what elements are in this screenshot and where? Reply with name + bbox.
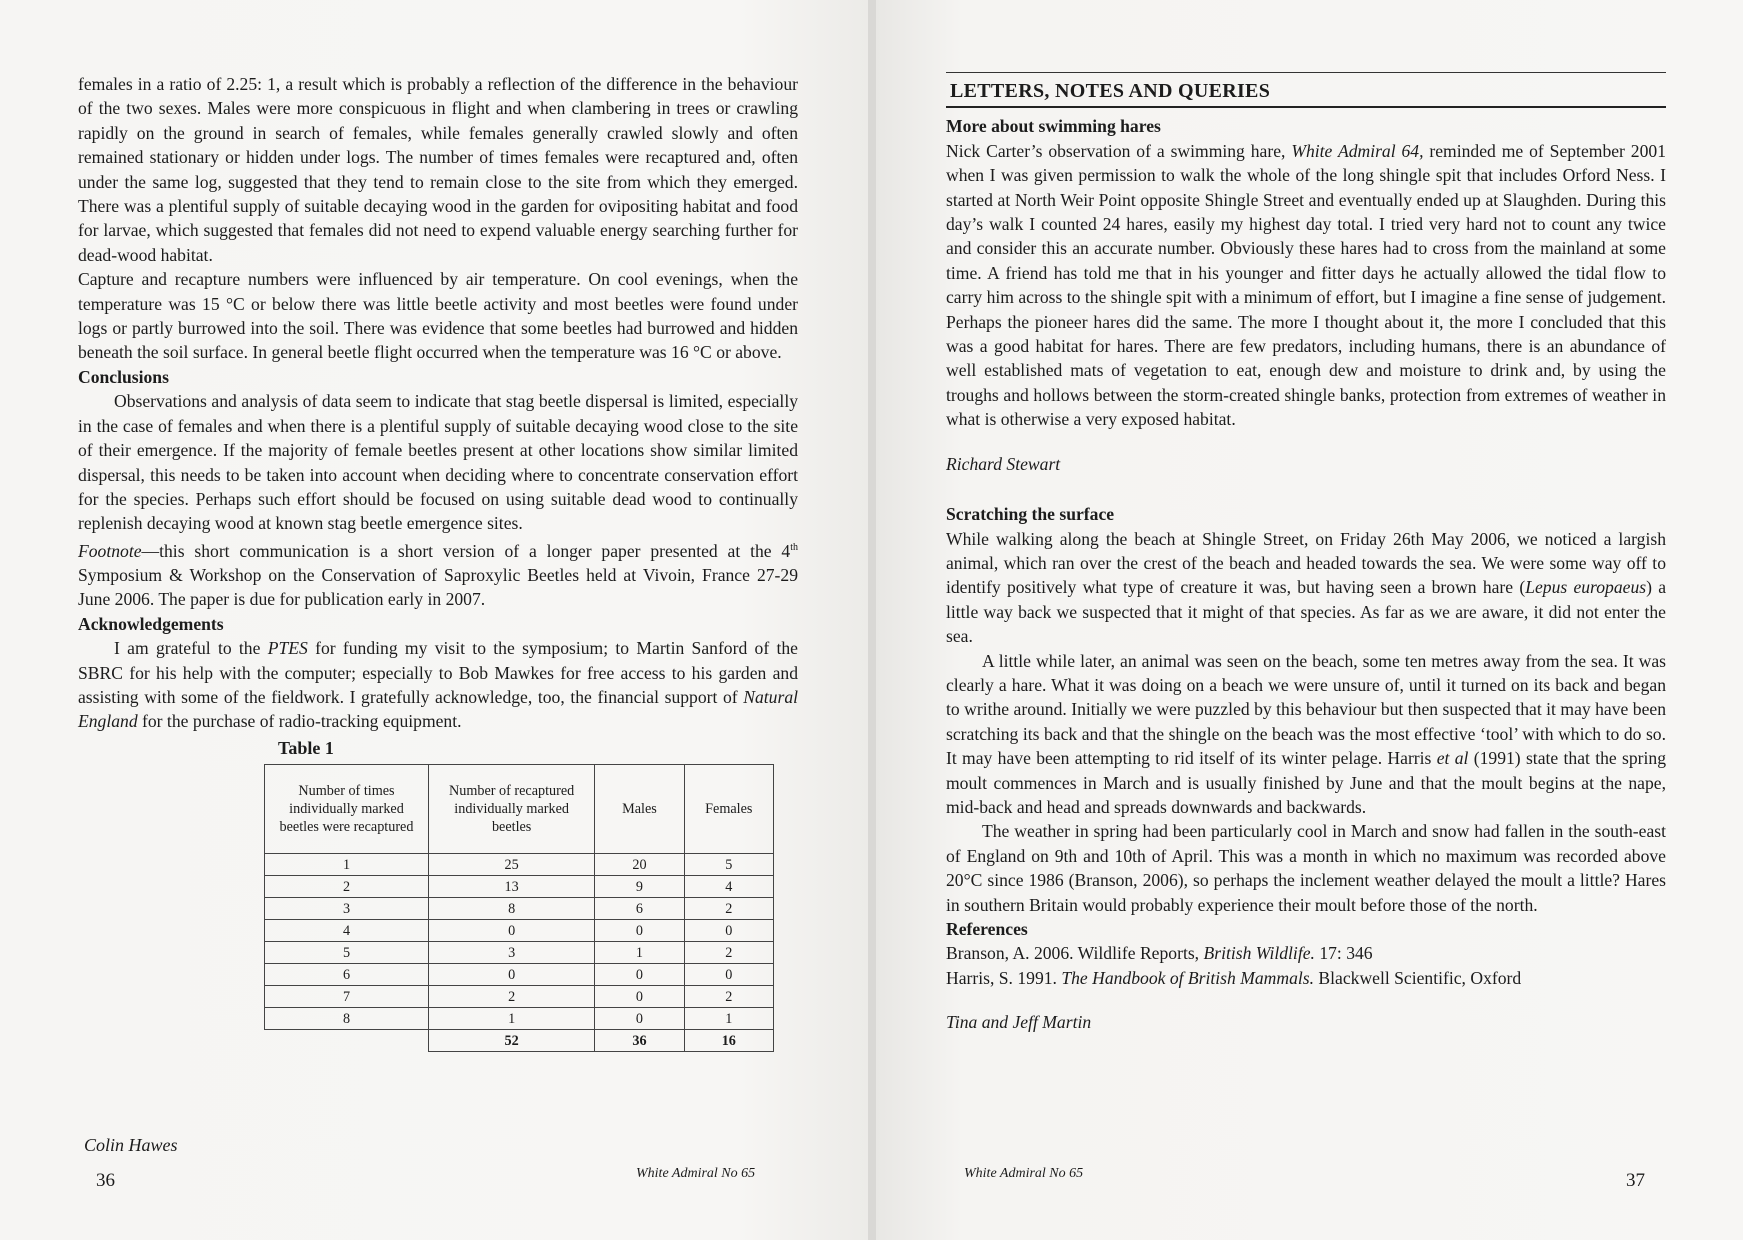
table-row xyxy=(265,986,774,1008)
ack-text: for the purchase of radio-tracking equipment. xyxy=(137,711,462,732)
table-cell: 20 xyxy=(595,854,684,876)
table-total-cell: 16 xyxy=(684,1030,773,1052)
reference-item xyxy=(946,941,1666,965)
recapture-table xyxy=(264,764,774,1052)
book-gutter xyxy=(868,0,876,1240)
article-paragraph xyxy=(946,649,1666,820)
ack-text: for funding my visit to the symposium; to Martin Sanford of the SBRC for his help with the computer; especially to Bob Mawkes for free access to his garden and assisting with some of the fieldwork. I gratefully acknowledge, too, the financial support of xyxy=(78,638,798,708)
table-cell xyxy=(265,1030,429,1052)
et-al: et al xyxy=(1436,748,1469,769)
article-citation: White Admiral 64, xyxy=(1291,140,1424,161)
table-row xyxy=(265,964,774,986)
table-total-cell: 52 xyxy=(429,1030,595,1052)
table-row xyxy=(265,1008,774,1030)
ack-text: I am grateful to the xyxy=(114,638,268,659)
table-cell: 2 xyxy=(429,986,595,1008)
conclusions-paragraph: Observations and analysis of data seem to indicate that stag beetle dispersal is limited, especially in the case of females and when there is a plentiful supply of suitable decaying wood close to the site of their emergence. If the majority of female beetles present at other locations show similar limited dispersal, this needs to be taken into account when deciding where to concentrate conservation effort for the species. Perhaps such effort should be focused on using suitable dead wood to continually replenish decaying wood at known stag beetle emergence sites. xyxy=(78,391,798,534)
table-cell: 1 xyxy=(684,1008,773,1030)
table-cell: 6 xyxy=(595,898,684,920)
article-text: (1991) state that the spring moult commences in March and is usually finished by June and that the moult begins at the nape, mid-back and head and spreads downwards and backwards. xyxy=(946,748,1667,817)
ack-ptes: PTES xyxy=(267,638,308,659)
table-cell: 1 xyxy=(595,942,684,964)
article-paragraph xyxy=(946,139,1666,432)
page-number: 36 xyxy=(96,1170,115,1191)
body-paragraph: Capture and recapture numbers were influenced by air temperature. On cool evenings, when the temperature was 15 °C or below there was little beetle activity and most beetles were found under logs or partly burrowed into the soil. There was evidence that some beetles had burrowed and hidden beneath the soil surface. In general beetle flight occurred when the temperature was 16 °C or above. xyxy=(78,269,798,363)
table-cell: 5 xyxy=(265,942,429,964)
table-cell: 2 xyxy=(684,986,773,1008)
article-paragraph: The weather in spring had been particularly cool in March and snow had fallen in the south-east of England on 9th and 10th of April. This was a month in which no maximum was recorded above 20°C since 1986 (Branson, 2006), so perhaps the inclement weather delayed the moult a little? Hares in southern Britain would probably experience their moult before those of the north. xyxy=(946,821,1666,915)
table-cell: 5 xyxy=(684,854,773,876)
footnote-paragraph xyxy=(78,536,798,612)
reference-item xyxy=(946,966,1666,990)
table-cell: 7 xyxy=(265,986,429,1008)
table-cell: 3 xyxy=(429,942,595,964)
table-row xyxy=(265,854,774,876)
article-heading: Scratching the surface xyxy=(946,504,1115,525)
table-header: Males xyxy=(595,765,684,854)
table-cell: 4 xyxy=(265,920,429,942)
table-row xyxy=(265,898,774,920)
footnote-text: Symposium & Workshop on the Conservation of Saproxylic Beetles held at Vivoin, France 27-29 June 2006. The paper is due for publication early in 2007. xyxy=(78,564,798,610)
right-column xyxy=(946,72,1666,1035)
section-heading: LETTERS, NOTES AND QUERIES xyxy=(946,72,1666,108)
page-number: 37 xyxy=(1626,1170,1645,1191)
reference-text: Branson, A. 2006. Wildlife Reports, xyxy=(946,943,1204,964)
table-cell: 1 xyxy=(265,854,429,876)
table-title: Table 1 xyxy=(278,737,334,758)
article-text: While walking along the beach at Shingle Street, on Friday 26th May 2006, we noticed a largish animal, which ran over the crest of the beach and headed towards the sea. We were some way off to identify positively what type of creature it was, but having seen a brown hare ( xyxy=(946,528,1666,598)
article-text: A little while later, an animal was seen on the beach, some ten metres away from the sea. It was clearly a hare. What it was doing on a beach we were unsure of, until it turned on its back and began to writhe around. Initially we were puzzled by this behaviour but then suspected that it may have been scratching its back and that the shingle on the beach was the most effective ‘tool’ with which to do so. It may have been attempting to rid itself of its winter pelage. Harris xyxy=(946,650,1666,769)
article-text: ) a little way back we suspected that it might of that species. As far as we are aware, it did not enter the sea. xyxy=(946,577,1667,647)
table-cell: 0 xyxy=(429,920,595,942)
table-cell: 0 xyxy=(684,964,773,986)
table-header: Number of times individually marked beetles were recaptured xyxy=(265,765,429,854)
table-cell: 0 xyxy=(429,964,595,986)
table-cell: 0 xyxy=(595,986,684,1008)
table-total-cell: 36 xyxy=(595,1030,684,1052)
table-cell: 3 xyxy=(265,898,429,920)
reference-text: 17: 346 xyxy=(1314,943,1373,964)
table-total-row xyxy=(265,1030,774,1052)
table-cell: 2 xyxy=(684,942,773,964)
left-column xyxy=(78,72,798,1052)
article-author: Tina and Jeff Martin xyxy=(946,1012,1092,1033)
table-row xyxy=(265,942,774,964)
table-row xyxy=(265,876,774,898)
table-cell: 2 xyxy=(265,876,429,898)
body-paragraph: females in a ratio of 2.25: 1, a result which is probably a reflection of the difference in the behaviour of the two sexes. Males were more conspicuous in flight and when clambering in trees or crawling rapidly on the ground in search of females, while females generally crawled slowly and often remained stationary or hidden under logs. The number of times females were recaptured and, often under the same log, suggested that they tend to remain close to the site from which they emerged. There was a plentiful supply of suitable decaying wood in the garden for ovipositing habitat and food for larvae, which suggested that females did not need to expend valuable energy searching further for dead-wood habitat. xyxy=(78,74,798,265)
table-cell: 1 xyxy=(429,1008,595,1030)
table-cell: 4 xyxy=(684,876,773,898)
table-cell: 13 xyxy=(429,876,595,898)
article-text: Nick Carter’s observation of a swimming hare, xyxy=(946,140,1292,161)
conclusions-heading: Conclusions xyxy=(78,366,169,387)
running-footer: White Admiral No 65 xyxy=(636,1166,756,1181)
table-cell: 0 xyxy=(684,920,773,942)
table-cell: 6 xyxy=(265,964,429,986)
ack-natural-england: Natural England xyxy=(78,687,798,732)
reference-title: The Handbook of British Mammals. xyxy=(1061,967,1315,988)
table-cell: 9 xyxy=(595,876,684,898)
reference-text: Harris, S. 1991. xyxy=(946,967,1062,988)
table-cell: 8 xyxy=(265,1008,429,1030)
table-header: Number of recaptured individually marked beetles xyxy=(429,765,595,854)
table-cell: 8 xyxy=(429,898,595,920)
article-author: Richard Stewart xyxy=(946,453,1061,474)
acknowledgements-heading: Acknowledgements xyxy=(78,613,224,634)
table-cell: 2 xyxy=(684,898,773,920)
running-footer: White Admiral No 65 xyxy=(964,1166,1084,1181)
article-paragraph xyxy=(946,527,1666,649)
table-header: Females xyxy=(684,765,773,854)
table-cell: 0 xyxy=(595,920,684,942)
right-page xyxy=(876,0,1743,1240)
article-author: Colin Hawes xyxy=(84,1135,178,1155)
species-name: Lepus europaeus xyxy=(1525,577,1647,598)
table-cell: 0 xyxy=(595,964,684,986)
table-cell: 0 xyxy=(595,1008,684,1030)
article-heading: More about swimming hares xyxy=(946,116,1161,137)
references-heading: References xyxy=(946,919,1028,939)
table-cell: 25 xyxy=(429,854,595,876)
left-page xyxy=(0,0,868,1240)
reference-journal: British Wildlife. xyxy=(1203,943,1315,964)
reference-text: Blackwell Scientific, Oxford xyxy=(1314,967,1522,988)
footnote-superscript: th xyxy=(790,541,798,553)
acknowledgements-paragraph xyxy=(78,636,798,734)
footnote-text: —this short communication is a short version of a longer paper presented at the 4 xyxy=(141,540,791,561)
table-header-row xyxy=(265,765,774,854)
table-row xyxy=(265,920,774,942)
article-text: reminded me of September 2001 when I was given permission to walk the whole of the long shingle spit that includes Orford Ness. I started at North Weir Point opposite Shingle Street and eventually ended up at Slaughden. During this day’s walk I counted 24 hares, easily my highest day total. I tried very hard not to count any twice and consider this an accurate number. Obviously these hares had to cross from the mainland at some time. A friend has told me that in his younger and fitter days he actually allowed the tidal flow to carry him across to the shingle spit with a minimum of effort, but I imagine a fine sense of judgement. Perhaps the pioneer hares did the same. The more I thought about it, the more I concluded that this was a good habitat for hares. There are few predators, including humans, there is an abundance of well established mats of vegetation to eat, enough dew and moisture to drink and, by using the troughs and hollows between the storm-created shingle banks, protection from extremes of weather in what is otherwise a very exposed habitat. xyxy=(946,140,1666,430)
footnote-label: Footnote xyxy=(78,540,142,561)
